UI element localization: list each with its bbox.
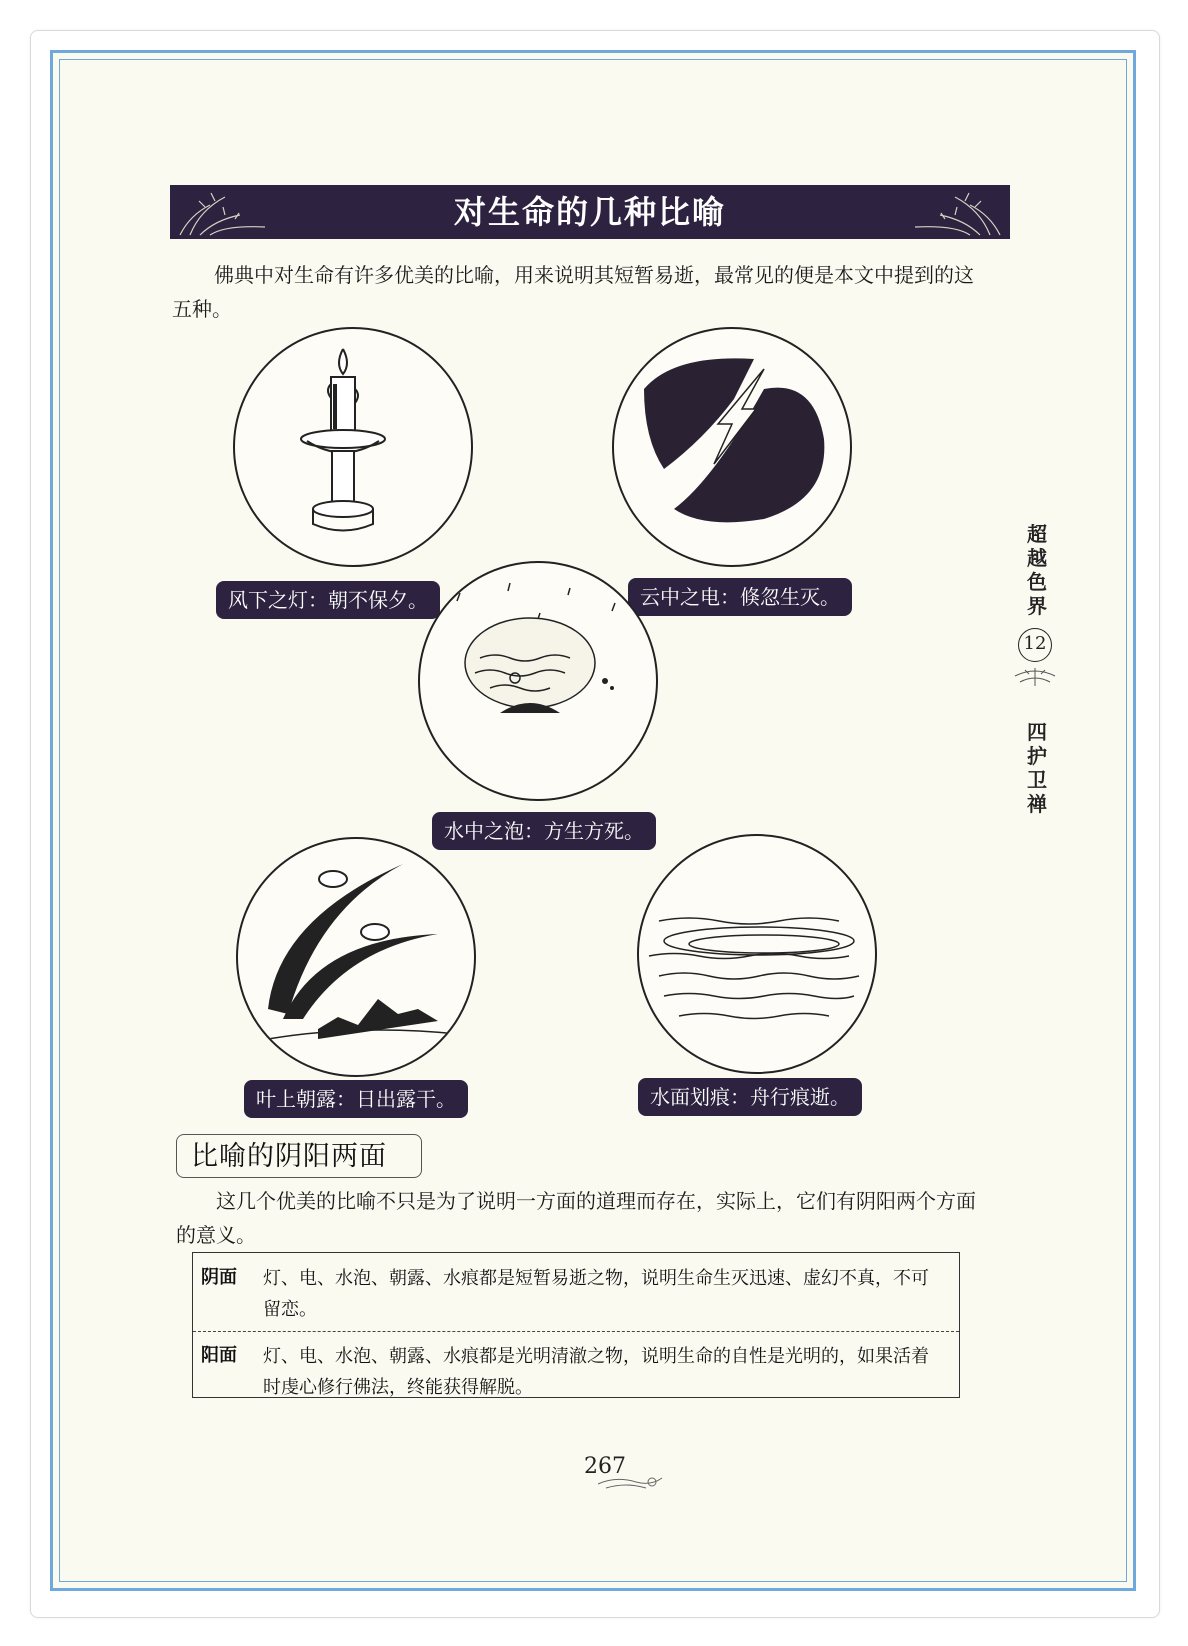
- bubble-icon: [420, 563, 658, 801]
- row-label: 阴面: [201, 1267, 237, 1288]
- section-heading: 比喻的阴阳两面: [176, 1134, 422, 1178]
- lightning-illustration: [612, 327, 852, 567]
- caption-dew: 叶上朝露：日出露干。: [244, 1080, 468, 1118]
- lightning-icon: [614, 329, 852, 567]
- table-row: [193, 1253, 959, 1332]
- caption-bubble: 水中之泡：方生方死。: [432, 812, 656, 850]
- page-title: 对生命的几种比喻: [453, 193, 726, 231]
- right-plant-ornament-icon: [900, 185, 1010, 239]
- row-label: 阳面: [201, 1345, 237, 1366]
- candle-illustration: [233, 327, 473, 567]
- caption-ripple: 水面划痕：舟行痕逝。: [638, 1078, 862, 1116]
- side-chapter-number: 12: [1018, 628, 1052, 662]
- bubble-illustration: [418, 561, 658, 801]
- dew-leaf-icon: [238, 839, 476, 1077]
- row-text: 灯、电、水泡、朝露、水痕都是光明清澈之物，说明生命的自性是光明的，如果活着时虔心修行佛法，终能获得解脱。: [263, 1346, 929, 1398]
- title-banner: [170, 185, 1010, 239]
- water-ripple-icon: [639, 836, 877, 1074]
- section-paragraph: 这几个优美的比喻不只是为了说明一方面的道理而存在，实际上，它们有阴阳两个方面的意义。: [176, 1189, 976, 1247]
- side-section-title: 四护卫禅: [1027, 720, 1047, 816]
- candle-icon: [235, 329, 473, 567]
- page-number-swirl-icon: [596, 1472, 666, 1494]
- page-number: 267: [584, 1454, 626, 1479]
- left-plant-ornament-icon: [170, 185, 280, 239]
- table-row: [193, 1331, 959, 1397]
- yin-yang-table: [192, 1252, 960, 1398]
- row-text: 灯、电、水泡、朝露、水痕都是短暂易逝之物，说明生命生灭迅速、虚幻不真，不可留恋。: [263, 1268, 929, 1320]
- water-ripple-illustration: [637, 834, 877, 1074]
- caption-lamp: 风下之灯：朝不保夕。: [216, 581, 440, 619]
- side-ornament-icon: [1010, 664, 1060, 690]
- dew-leaf-illustration: [236, 837, 476, 1077]
- intro-paragraph: 佛典中对生命有许多优美的比喻，用来说明其短暂易逝，最常见的便是本文中提到的这五种。: [172, 263, 974, 321]
- side-chapter-title: 超越色界: [1027, 522, 1047, 618]
- caption-lightning: 云中之电：倏忽生灭。: [628, 578, 852, 616]
